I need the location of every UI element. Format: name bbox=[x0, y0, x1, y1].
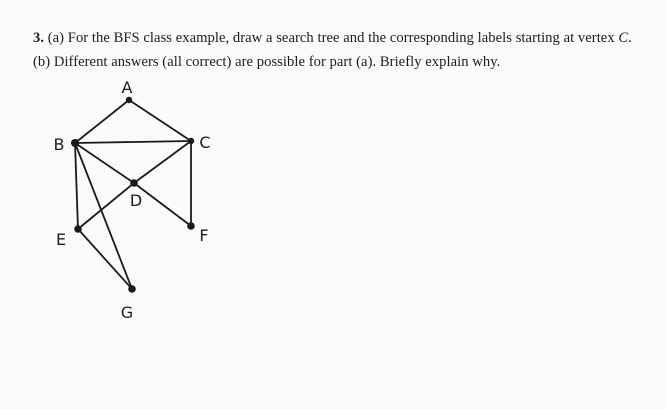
edge-b-e bbox=[75, 143, 78, 229]
edge-b-c bbox=[75, 141, 191, 143]
edge-d-f bbox=[134, 183, 191, 226]
edge-b-g bbox=[75, 143, 132, 289]
vertex-e bbox=[74, 225, 82, 233]
edge-e-g bbox=[78, 229, 132, 289]
part-b-text: (b) Different answers (all correct) are possible for part (a). Briefly explain why. bbox=[33, 54, 501, 70]
edge-b-d bbox=[75, 143, 134, 183]
vertex-label-a: A bbox=[121, 78, 133, 97]
vertex-label-g: G bbox=[120, 303, 134, 322]
vertex-c bbox=[188, 138, 194, 144]
edge-a-c bbox=[129, 100, 191, 141]
vertex-a bbox=[126, 97, 132, 103]
part-a-start-vertex: C bbox=[618, 30, 629, 46]
vertex-f bbox=[187, 222, 195, 230]
vertex-label-b: B bbox=[53, 135, 65, 154]
part-a-period: . bbox=[628, 30, 632, 46]
problem-number: 3. bbox=[33, 30, 45, 46]
vertex-label-f: F bbox=[199, 226, 209, 245]
vertex-g bbox=[128, 285, 136, 293]
edge-a-b bbox=[75, 100, 129, 143]
vertex-d bbox=[130, 179, 138, 187]
vertex-label-c: C bbox=[199, 133, 211, 152]
edge-c-d bbox=[134, 141, 191, 183]
part-a-text: (a) For the BFS class example, draw a search tree and the corresponding labels starting at vertex bbox=[47, 30, 619, 46]
vertex-b bbox=[71, 139, 79, 147]
vertex-label-d: D bbox=[129, 191, 143, 210]
vertex-label-e: E bbox=[55, 230, 67, 249]
